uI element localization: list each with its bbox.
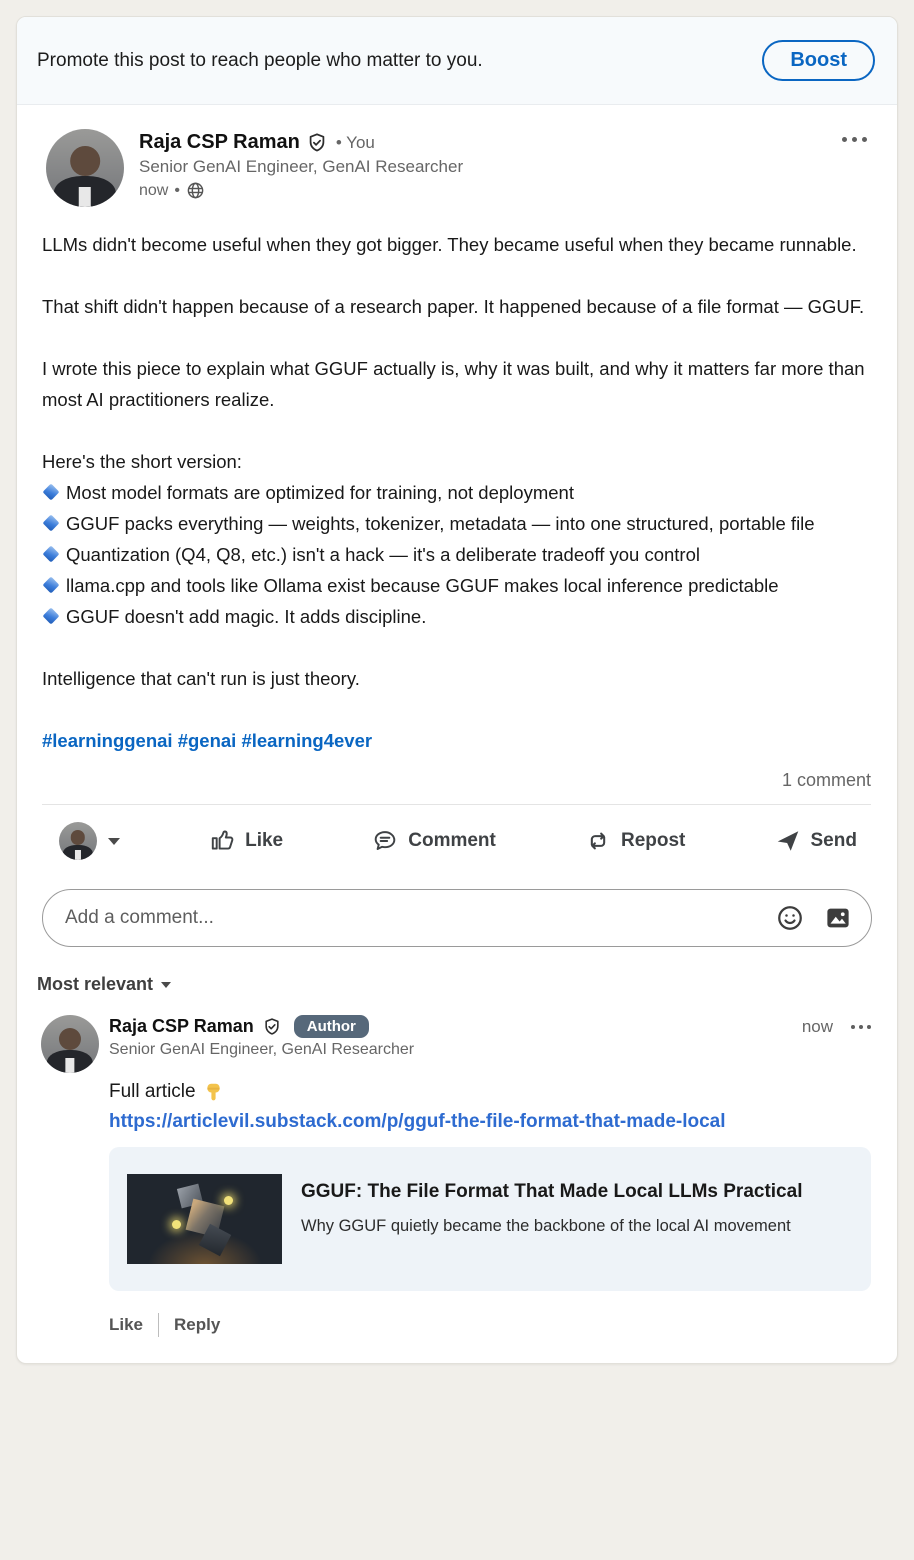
comment-input-container — [42, 889, 872, 947]
like-button[interactable] — [209, 828, 283, 854]
blue-diamond-icon — [43, 608, 60, 625]
send-plane-icon — [775, 828, 801, 854]
send-button[interactable] — [775, 828, 857, 854]
blue-diamond-icon — [43, 546, 60, 563]
post-card — [16, 16, 898, 1364]
comment-time: now — [801, 1016, 833, 1036]
comment-button[interactable] — [372, 828, 496, 854]
commenter-avatar[interactable] — [41, 1015, 99, 1073]
comment-link[interactable]: https://articlevil.substack.com/p/gguf-the-file-format-that-made-local — [109, 1111, 726, 1132]
comment-label: Comment — [408, 830, 496, 851]
link-preview-thumbnail — [127, 1174, 282, 1264]
bullet-text: Quantization (Q4, Q8, etc.) isn't a hack — it's a deliberate tradeoff you control — [66, 544, 700, 565]
comment-input[interactable] — [65, 907, 757, 929]
current-user-avatar — [59, 822, 97, 860]
author-headline: Senior GenAI Engineer, GenAI Researcher — [139, 157, 464, 176]
repost-button[interactable] — [585, 828, 685, 854]
comment-sort-label: Most relevant — [37, 974, 154, 994]
post-paragraph: LLMs didn't become useful when they got bigger. They became useful when they became runnable. — [42, 234, 857, 255]
promote-banner — [17, 17, 897, 105]
chevron-down-icon — [108, 838, 120, 845]
post-paragraph: Here's the short version: — [42, 451, 242, 472]
time-separator: • — [174, 181, 180, 199]
boost-button[interactable]: Boost — [762, 40, 875, 81]
commenter-headline: Senior GenAI Engineer, GenAI Researcher — [109, 1041, 415, 1058]
comment-like-button[interactable]: Like — [109, 1315, 144, 1334]
avatar-silhouette — [70, 146, 100, 176]
post-action-bar — [59, 809, 857, 873]
blue-diamond-icon — [43, 515, 60, 532]
pointing-down-emoji — [203, 1082, 224, 1103]
author-you-label: • You — [335, 132, 375, 152]
post-overflow-menu-icon[interactable] — [838, 133, 871, 146]
post-body — [42, 229, 871, 756]
commenter-name[interactable]: Raja CSP Raman — [109, 1016, 254, 1036]
author-avatar[interactable] — [46, 129, 124, 207]
verified-shield-icon — [262, 1017, 282, 1037]
bullet-item — [42, 477, 871, 508]
post-header — [46, 129, 871, 207]
bullet-item — [42, 539, 871, 570]
bullet-item — [42, 601, 871, 632]
bullet-text: GGUF doesn't add magic. It adds discipline. — [66, 606, 427, 627]
post-paragraph: That shift didn't happen because of a research paper. It happened because of a file format — GGUF. — [42, 296, 865, 317]
bullet-item — [42, 508, 871, 539]
comment-text: Full article — [109, 1081, 196, 1102]
author-badge: Author — [294, 1015, 369, 1038]
post-paragraph: I wrote this piece to explain what GGUF actually is, why it was built, and why it matters far more than most AI practitioners realize. — [42, 358, 865, 410]
send-label: Send — [810, 830, 857, 851]
like-label: Like — [245, 830, 284, 851]
divider — [158, 1313, 159, 1337]
verified-shield-icon — [306, 132, 328, 154]
comment-count[interactable]: 1 comment — [781, 770, 871, 790]
globe-icon — [186, 181, 205, 200]
bullet-text: GGUF packs everything — weights, tokenizer, metadata — into one structured, portable file — [66, 513, 815, 534]
image-icon[interactable] — [823, 903, 853, 933]
link-preview-card[interactable] — [109, 1147, 871, 1291]
link-preview-title: GGUF: The File Format That Made Local LLMs Practical — [301, 1181, 803, 1202]
author-name[interactable]: Raja CSP Raman — [139, 131, 300, 153]
thumbs-up-icon — [209, 828, 235, 854]
post-hashtags[interactable]: #learninggenai #genai #learning4ever — [42, 730, 373, 751]
smiley-icon[interactable] — [775, 903, 805, 933]
blue-diamond-icon — [43, 484, 60, 501]
bullet-item — [42, 570, 871, 601]
bullet-text: llama.cpp and tools like Ollama exist because GGUF makes local inference predictable — [66, 575, 779, 596]
comment-sort-dropdown[interactable] — [37, 974, 171, 995]
repost-arrows-icon — [585, 828, 611, 854]
chevron-down-icon — [161, 982, 171, 988]
bullet-text: Most model formats are optimized for training, not deployment — [66, 482, 574, 503]
avatar-silhouette-shirt — [79, 187, 91, 207]
post-paragraph: Intelligence that can't run is just theory. — [42, 668, 360, 689]
post-time: now — [139, 181, 169, 199]
reaction-identity-switcher[interactable] — [59, 822, 120, 860]
blue-diamond-icon — [43, 577, 60, 594]
link-preview-subtitle: Why GGUF quietly became the backbone of the local AI movement — [301, 1217, 791, 1235]
promote-message: Promote this post to reach people who matter to you. — [37, 49, 483, 71]
bullet-list — [42, 477, 871, 632]
repost-label: Repost — [620, 830, 686, 851]
comment-overflow-menu-icon[interactable] — [851, 1025, 871, 1029]
comment-reply-button[interactable]: Reply — [174, 1315, 221, 1334]
comment-bubble-icon — [372, 828, 398, 854]
comment-item — [41, 1015, 871, 1337]
